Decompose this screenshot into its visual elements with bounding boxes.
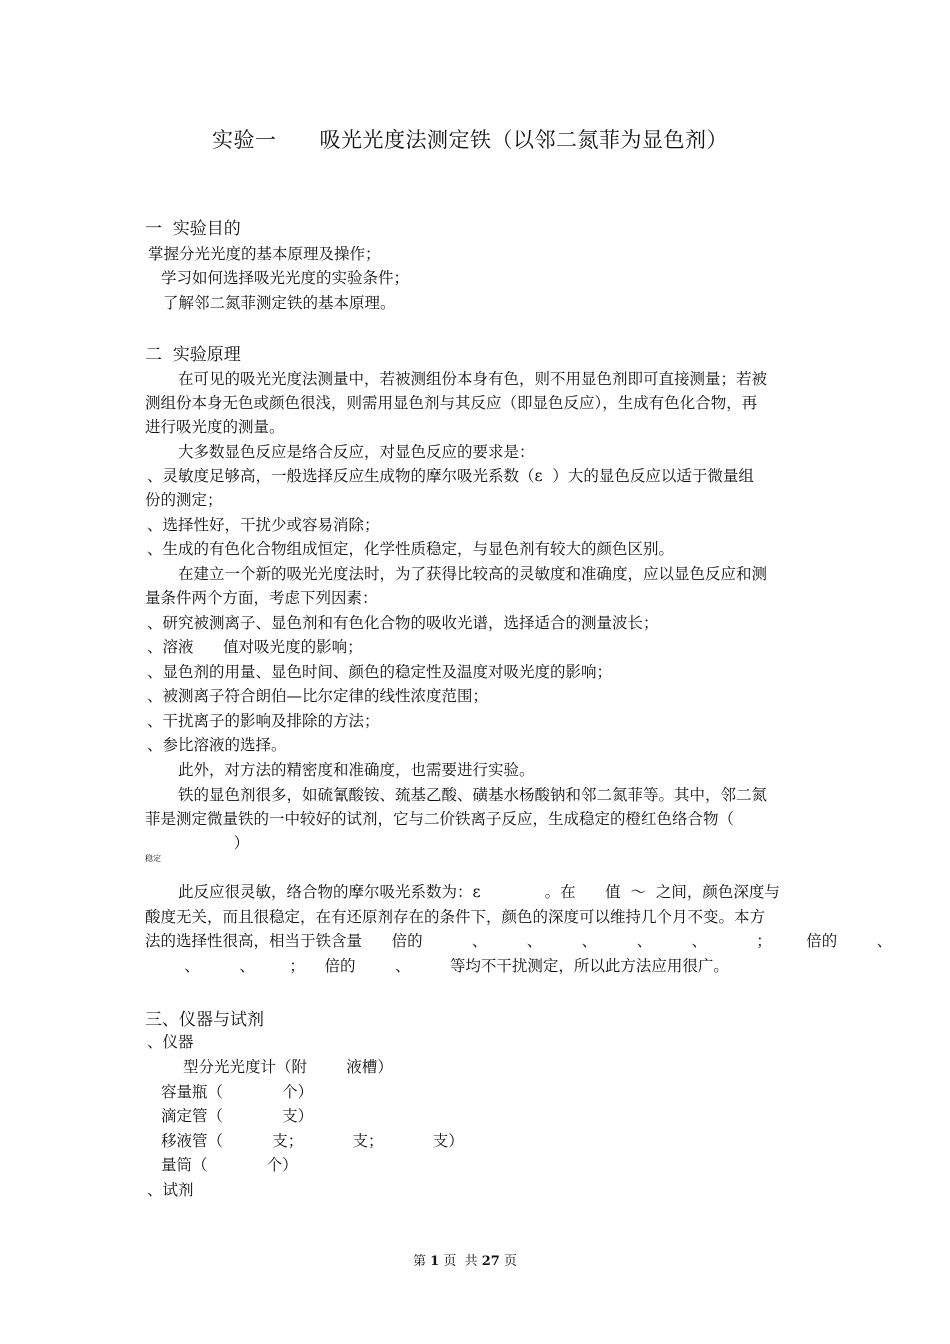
principle-para5-line3: ） bbox=[145, 834, 250, 852]
instruments-subheading: 、仪器 bbox=[147, 1033, 194, 1051]
requirement-1-line2: 份的测定； bbox=[145, 491, 223, 509]
footer-suffix: 页 bbox=[499, 1254, 517, 1269]
reagents-subheading: 、试剂 bbox=[147, 1181, 194, 1199]
principle-para2: 大多数显色反应是络合反应，对显色反应的要求是： bbox=[178, 443, 535, 461]
instrument-spectrophotometer: 型分光光度计（附 液槽） bbox=[183, 1058, 393, 1076]
factor-3: 、显色剂的用量、显色时间、颜色的稳定性及温度对吸光度的影响； bbox=[147, 663, 613, 681]
section-heading-instruments: 三、仪器与试剂 bbox=[145, 1010, 264, 1030]
factor-4: 、被测离子符合朗伯—比尔定律的线性浓度范围； bbox=[147, 687, 489, 705]
factor-2: 、溶液 值对吸光度的影响； bbox=[147, 638, 363, 656]
instrument-burette: 滴定管（ 支） bbox=[161, 1107, 314, 1125]
principle-para5-line2: 菲是测定微量铁的一中较好的试剂，它与二价铁离子反应，生成稳定的橙红色络合物（ bbox=[145, 810, 735, 828]
page-title: 实验一 吸光光度法测定铁（以邻二氮菲为显色剂） bbox=[212, 128, 729, 152]
principle-para1-line3: 进行吸光度的测量。 bbox=[145, 418, 285, 436]
principle-para5-line1: 铁的显色剂很多，如硫氰酸铵、巯基乙酸、磺基水杨酸钠和邻二氮菲等。其中，邻二氮 bbox=[178, 786, 768, 804]
page-number: 1 bbox=[430, 1254, 440, 1269]
principle-para3-line2: 量条件两个方面，考虑下列因素： bbox=[145, 589, 378, 607]
footer-prefix: 第 bbox=[413, 1254, 431, 1269]
page-footer bbox=[413, 1250, 517, 1269]
requirement-3: 、生成的有色化合物组成恒定，化学性质稳定，与显色剂有较大的颜色区别。 bbox=[147, 540, 675, 558]
instrument-volumetric-flask: 容量瓶（ 个） bbox=[161, 1083, 314, 1101]
principle-para4: 此外，对方法的精密度和准确度，也需要进行实验。 bbox=[178, 761, 535, 779]
principle-para6-line4: 、 、 ； 倍的 、 等均不干扰测定，所以此方法应用很广。 bbox=[145, 957, 729, 975]
footer-middle: 页 共 bbox=[439, 1254, 482, 1269]
factor-6: 、参比溶液的选择。 bbox=[147, 736, 287, 754]
principle-para1-line1: 在可见的吸光光度法测量中，若被测组份本身有色，则不用显色剂即可直接测量；若被 bbox=[178, 370, 768, 388]
instrument-graduated-cylinder: 量筒（ 个） bbox=[161, 1156, 298, 1174]
principle-para6-line1: 此反应很灵敏，络合物的摩尔吸光系数为：ε 。在 值 ～ 之间，颜色深度与 bbox=[178, 883, 780, 901]
principle-para1-line2: 测组份本身无色或颜色很浅，则需用显色剂与其反应（即显色反应），生成有色化合物，再 bbox=[145, 394, 758, 412]
stability-label: 稳定 bbox=[145, 854, 161, 863]
purpose-line-1: 掌握分光光度的基本原理及操作； bbox=[148, 245, 381, 263]
principle-para3-line1: 在建立一个新的吸光光度法时，为了获得比较高的灵敏度和准确度，应以显色反应和测 bbox=[178, 565, 768, 583]
principle-para6-line2: 酸度无关，而且很稳定，在有还原剂存在的条件下，颜色的深度可以维持几个月不变。本方 bbox=[145, 908, 766, 926]
section-heading-purpose: 一 实验目的 bbox=[145, 219, 241, 239]
section-heading-principle: 二 实验原理 bbox=[145, 345, 241, 365]
factor-1: 、研究被测离子、显色剂和有色化合物的吸收光谱，选择适合的测量波长； bbox=[147, 614, 659, 632]
requirement-2: 、选择性好，干扰少或容易消除； bbox=[147, 516, 380, 534]
purpose-line-3: 了解邻二氮菲测定铁的基本原理。 bbox=[163, 294, 396, 312]
requirement-1-line1: 、灵敏度足够高，一般选择反应生成物的摩尔吸光系数（ε ）大的显色反应以适于微量组 bbox=[147, 467, 754, 485]
principle-para6-line3: 法的选择性很高，相当于铁含量 倍的 、 、 、 、 、 ； 倍的 、 bbox=[145, 932, 893, 950]
instrument-pipette: 移液管（ 支； 支； 支） bbox=[161, 1132, 464, 1150]
factor-5: 、干扰离子的影响及排除的方法； bbox=[147, 712, 380, 730]
purpose-line-2: 学习如何选择吸光光度的实验条件； bbox=[161, 269, 410, 287]
page-total: 27 bbox=[481, 1254, 500, 1269]
